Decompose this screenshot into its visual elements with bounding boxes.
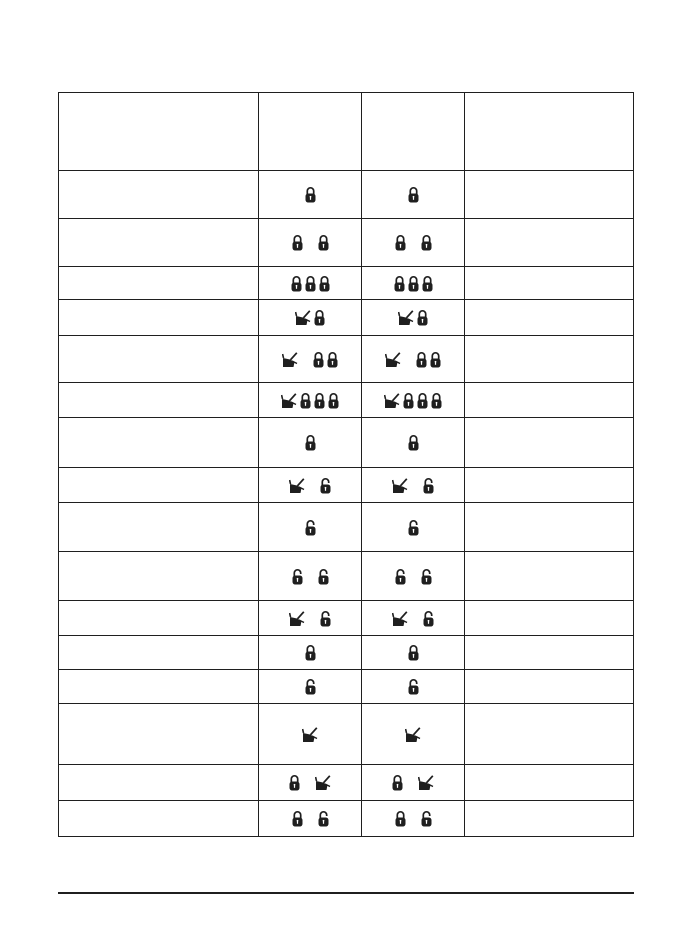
vehicle-trunk-icon [392, 610, 408, 627]
signal-b-icon-sequence [392, 472, 434, 494]
footer-rule [58, 892, 634, 894]
function-cell [59, 704, 259, 765]
signal-b-cell [362, 704, 465, 765]
signal-b-icon-sequence [408, 429, 419, 451]
table-row [59, 383, 634, 418]
closed-padlock-icon [417, 392, 428, 409]
closed-padlock-icon [305, 644, 316, 661]
vehicle-trunk-icon [385, 351, 401, 368]
notes-cell [465, 704, 634, 765]
function-cell [59, 636, 259, 670]
signal-a-icon-sequence [302, 721, 318, 743]
table-row [59, 418, 634, 468]
notes-cell [465, 267, 634, 300]
vehicle-trunk-icon [302, 726, 318, 743]
signal-b-cell [362, 801, 465, 837]
signal-b-icon-sequence [405, 721, 421, 743]
notes-cell [465, 552, 634, 601]
signal-a-icon-sequence [281, 387, 339, 409]
notes-cell [465, 171, 634, 219]
signal-b-icon-sequence [408, 514, 419, 536]
signal-a-icon-sequence [305, 181, 316, 203]
function-cell [59, 601, 259, 636]
signal-b-icon-sequence [395, 229, 432, 251]
signal-a-icon-sequence [292, 805, 329, 827]
notes-cell [465, 336, 634, 383]
signal-a-icon-sequence [282, 346, 338, 368]
closed-padlock-icon [394, 275, 405, 292]
closed-padlock-icon [314, 392, 325, 409]
table-row [59, 704, 634, 765]
signal-b-icon-sequence [384, 387, 442, 409]
table-row [59, 552, 634, 601]
table-row [59, 300, 634, 336]
vehicle-trunk-icon [282, 351, 298, 368]
function-cell [59, 418, 259, 468]
signal-b-cell [362, 670, 465, 704]
notes-cell [465, 468, 634, 503]
signal-b-icon-sequence [392, 769, 434, 791]
table-row [59, 765, 634, 801]
closed-padlock-icon [421, 234, 432, 251]
vehicle-trunk-icon [281, 392, 297, 409]
function-cell [59, 801, 259, 837]
table-row [59, 601, 634, 636]
open-padlock-icon [320, 610, 331, 627]
signal-a-cell [259, 503, 362, 552]
signal-a-cell [259, 765, 362, 801]
signal-b-cell [362, 636, 465, 670]
notes-cell [465, 503, 634, 552]
table-row [59, 468, 634, 503]
open-padlock-icon [408, 678, 419, 695]
signal-a-cell [259, 336, 362, 383]
closed-padlock-icon [431, 392, 442, 409]
signal-b-icon-sequence [395, 563, 432, 585]
signal-a-icon-sequence [289, 769, 331, 791]
signal-b-icon-sequence [385, 346, 441, 368]
signal-a-cell [259, 704, 362, 765]
vehicle-trunk-icon [405, 726, 421, 743]
signal-a-cell [259, 670, 362, 704]
header-cell-signal-a [259, 93, 362, 171]
signal-a-cell [259, 300, 362, 336]
signal-b-cell [362, 418, 465, 468]
notes-cell [465, 801, 634, 837]
function-cell [59, 336, 259, 383]
closed-padlock-icon [318, 234, 329, 251]
open-padlock-icon [318, 810, 329, 827]
closed-padlock-icon [314, 309, 325, 326]
signal-b-icon-sequence [392, 605, 434, 627]
signal-a-cell [259, 219, 362, 267]
signal-a-cell [259, 171, 362, 219]
vehicle-trunk-icon [295, 309, 311, 326]
signal-a-cell [259, 636, 362, 670]
signal-a-cell [259, 552, 362, 601]
open-padlock-icon [305, 519, 316, 536]
signal-b-cell [362, 468, 465, 503]
remote-signal-table [58, 92, 634, 837]
notes-cell [465, 300, 634, 336]
notes-cell [465, 219, 634, 267]
vehicle-trunk-icon [392, 477, 408, 494]
signal-b-cell [362, 383, 465, 418]
signal-b-cell [362, 300, 465, 336]
closed-padlock-icon [291, 275, 302, 292]
closed-padlock-icon [395, 810, 406, 827]
signal-a-icon-sequence [305, 639, 316, 661]
open-padlock-icon [423, 610, 434, 627]
signal-b-cell [362, 503, 465, 552]
open-padlock-icon [408, 519, 419, 536]
notes-cell [465, 765, 634, 801]
signal-b-cell [362, 219, 465, 267]
closed-padlock-icon [392, 774, 403, 791]
vehicle-trunk-icon [315, 774, 331, 791]
closed-padlock-icon [305, 434, 316, 451]
notes-cell [465, 636, 634, 670]
closed-padlock-icon [430, 351, 441, 368]
signal-b-cell [362, 552, 465, 601]
signal-b-cell [362, 765, 465, 801]
closed-padlock-icon [300, 392, 311, 409]
function-cell [59, 468, 259, 503]
notes-cell [465, 383, 634, 418]
signal-a-cell [259, 801, 362, 837]
function-cell [59, 670, 259, 704]
open-padlock-icon [320, 477, 331, 494]
signal-b-cell [362, 601, 465, 636]
function-cell [59, 300, 259, 336]
closed-padlock-icon [408, 644, 419, 661]
closed-padlock-icon [417, 309, 428, 326]
open-padlock-icon [423, 477, 434, 494]
signal-a-icon-sequence [295, 304, 325, 326]
closed-padlock-icon [305, 186, 316, 203]
vehicle-trunk-icon [289, 477, 305, 494]
table-row [59, 336, 634, 383]
closed-padlock-icon [327, 351, 338, 368]
signal-a-icon-sequence [305, 673, 316, 695]
table-header-row [59, 93, 634, 171]
signal-b-cell [362, 267, 465, 300]
signal-b-cell [362, 336, 465, 383]
function-cell [59, 171, 259, 219]
closed-padlock-icon [292, 810, 303, 827]
closed-padlock-icon [289, 774, 300, 791]
closed-padlock-icon [319, 275, 330, 292]
signal-b-icon-sequence [395, 805, 432, 827]
table-row [59, 219, 634, 267]
function-cell [59, 503, 259, 552]
signal-a-icon-sequence [289, 472, 331, 494]
closed-padlock-icon [292, 234, 303, 251]
table-row [59, 801, 634, 837]
notes-cell [465, 418, 634, 468]
signal-a-cell [259, 601, 362, 636]
signal-a-icon-sequence [305, 429, 316, 451]
vehicle-trunk-icon [418, 774, 434, 791]
closed-padlock-icon [305, 275, 316, 292]
open-padlock-icon [305, 678, 316, 695]
header-cell-notes [465, 93, 634, 171]
signal-b-icon-sequence [408, 673, 419, 695]
function-cell [59, 765, 259, 801]
header-cell-function [59, 93, 259, 171]
closed-padlock-icon [408, 275, 419, 292]
closed-padlock-icon [416, 351, 427, 368]
signal-b-cell [362, 171, 465, 219]
open-padlock-icon [318, 568, 329, 585]
closed-padlock-icon [408, 434, 419, 451]
table-row [59, 636, 634, 670]
vehicle-trunk-icon [398, 309, 414, 326]
function-cell [59, 267, 259, 300]
signal-b-icon-sequence [398, 304, 428, 326]
function-cell [59, 383, 259, 418]
table-row [59, 171, 634, 219]
notes-cell [465, 601, 634, 636]
signal-a-cell [259, 468, 362, 503]
table-row [59, 267, 634, 300]
signal-a-icon-sequence [305, 514, 316, 536]
vehicle-trunk-icon [289, 610, 305, 627]
closed-padlock-icon [328, 392, 339, 409]
notes-cell [465, 670, 634, 704]
signal-a-cell [259, 383, 362, 418]
closed-padlock-icon [408, 186, 419, 203]
closed-padlock-icon [403, 392, 414, 409]
signal-a-cell [259, 267, 362, 300]
open-padlock-icon [421, 810, 432, 827]
closed-padlock-icon [313, 351, 324, 368]
signal-b-icon-sequence [408, 639, 419, 661]
open-padlock-icon [421, 568, 432, 585]
header-cell-signal-b [362, 93, 465, 171]
signal-b-icon-sequence [408, 181, 419, 203]
function-cell [59, 552, 259, 601]
signal-a-icon-sequence [291, 270, 330, 292]
open-padlock-icon [395, 568, 406, 585]
open-padlock-icon [292, 568, 303, 585]
signal-a-icon-sequence [289, 605, 331, 627]
vehicle-trunk-icon [384, 392, 400, 409]
closed-padlock-icon [395, 234, 406, 251]
closed-padlock-icon [422, 275, 433, 292]
table-row [59, 670, 634, 704]
signal-a-icon-sequence [292, 563, 329, 585]
signal-b-icon-sequence [394, 270, 433, 292]
table-row [59, 503, 634, 552]
signal-a-cell [259, 418, 362, 468]
function-cell [59, 219, 259, 267]
signal-a-icon-sequence [292, 229, 329, 251]
